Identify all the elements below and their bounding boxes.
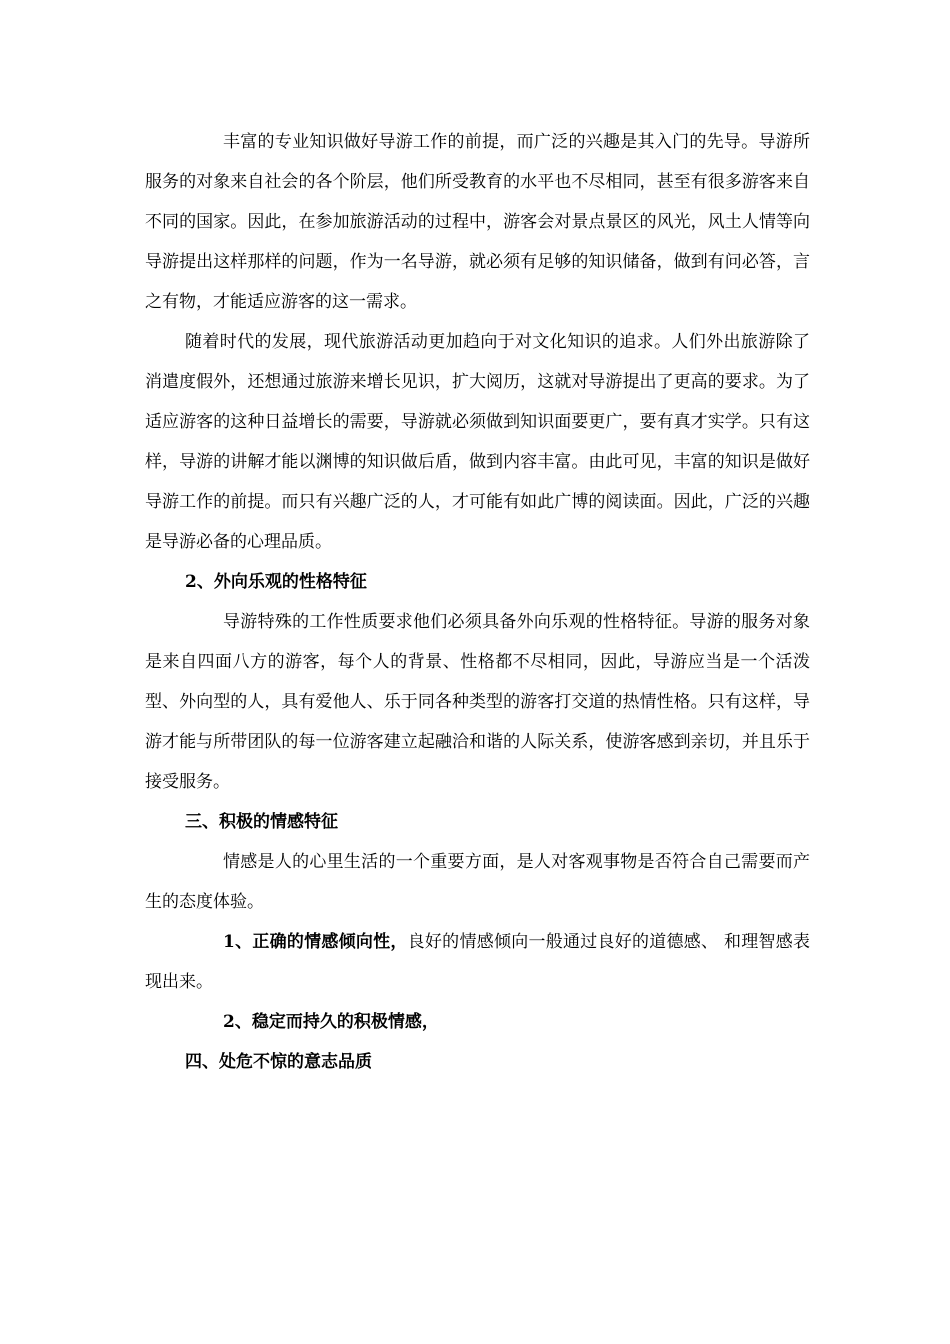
paragraph-emotion-definition: 情感是人的心里生活的一个重要方面，是人对客观事物是否符合自己需要而产生的态度体验。 xyxy=(145,852,810,912)
subitem-stable-emotion xyxy=(145,1002,810,1042)
paragraph-knowledge-interest: 丰富的专业知识做好导游工作的前提，而广泛的兴趣是其入门的先导。导游所服务的对象来自社会的各个阶层，他们所受教育的水平也不尽相同，甚至有很多游客来自不同的国家。因此，在参加旅游活动的过程中，游客会对景点景区的风光，风土人情等向导游提出这样那样的问题，作为一名导游，就必须有足够的知识储备，做到有问必答，言之有物，才能适应游客的这一需求。 xyxy=(145,132,810,312)
subitem-stable-emotion-title: 2、稳定而持久的积极情感， xyxy=(223,1012,439,1032)
subitem-emotion-tendency xyxy=(145,922,810,1002)
subitem-emotion-tendency-title: 1、正确的情感倾向性， xyxy=(223,932,408,952)
subitem-emotion-tendency-text: 良好的情感倾向一般通过良好的道德感、 和理智感表现出来。 xyxy=(145,932,810,992)
heading-outgoing-personality: 2、外向乐观的性格特征 xyxy=(185,572,367,592)
paragraph-cultural-demand: 随着时代的发展，现代旅游活动更加趋向于对文化知识的追求。人们外出旅游除了消遣度假外，还想通过旅游来增长见识，扩大阅历，这就对导游提出了更高的要求。为了适应游客的这种日益增长的需要，导游就必须做到知识面要更广，要有真才实学。只有这样，导游的讲解才能以渊博的知识做后盾，做到内容丰富。由此可见，丰富的知识是做好导游工作的前提。而只有兴趣广泛的人，才可能有如此广博的阅读面。因此，广泛的兴趣是导游必备的心理品质。 xyxy=(145,332,810,552)
paragraph-outgoing-personality: 导游特殊的工作性质要求他们必须具备外向乐观的性格特征。导游的服务对象是来自四面八方的游客，每个人的背景、性格都不尽相同，因此，导游应当是一个活泼型、外向型的人，具有爱他人、乐于同各种类型的游客打交道的热情性格。只有这样，导游才能与所带团队的每一位游客建立起融洽和谐的人际关系，使游客感到亲切，并且乐于接受服务。 xyxy=(145,612,810,792)
document-body xyxy=(145,122,810,1082)
heading-positive-emotion: 三、积极的情感特征 xyxy=(185,812,338,832)
heading-will-quality: 四、处危不惊的意志品质 xyxy=(185,1052,372,1072)
